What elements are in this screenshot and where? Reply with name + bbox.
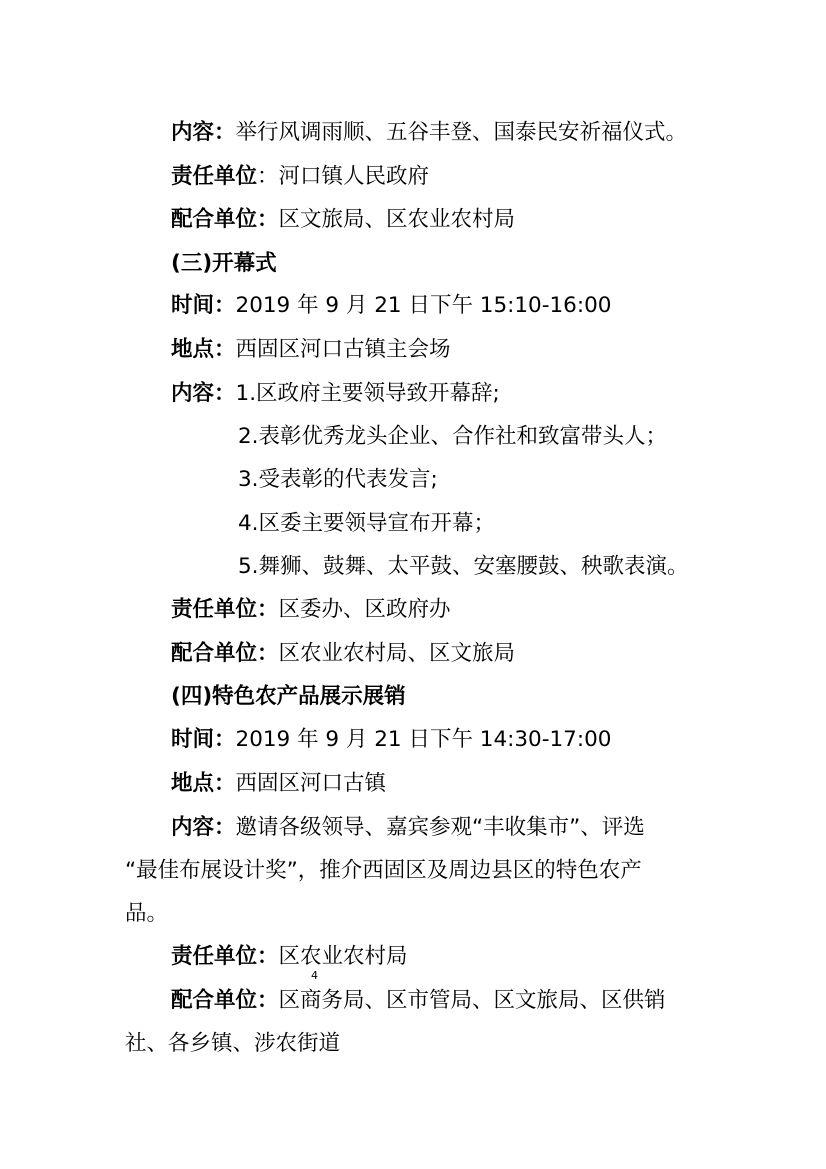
list-item: 1.区政府主要领导致开幕辞; bbox=[235, 381, 500, 406]
responsible-unit-text: 区农业农村局 bbox=[278, 944, 408, 969]
cooperating-unit-text-continued: 社、各乡镇、涉农街道 bbox=[125, 1031, 341, 1056]
cooperating-unit-text: 区商务局、区市管局、区文旅局、区供销 bbox=[278, 988, 666, 1013]
place-text: 西固区河口古镇 bbox=[235, 771, 387, 796]
list-item: 5.舞狮、鼓舞、太平鼓、安塞腰鼓、秧歌表演。 bbox=[238, 554, 689, 579]
content-label: 内容： bbox=[171, 815, 236, 840]
time-text: 2019 年 9 月 21 日下午 14:30-17:00 bbox=[235, 727, 612, 752]
cooperating-unit-label: 配合单位： bbox=[171, 988, 279, 1013]
responsible-unit-line bbox=[171, 595, 451, 625]
responsible-unit-line bbox=[171, 942, 408, 972]
list-item: 4.区委主要领导宣布开幕； bbox=[238, 511, 496, 536]
content-line bbox=[171, 813, 645, 843]
place-label: 地点： bbox=[171, 771, 236, 796]
responsible-unit-text: ：河口镇人民政府 bbox=[257, 164, 430, 189]
responsible-unit-label: 责任单位： bbox=[171, 944, 279, 969]
responsible-unit-label: 责任单位： bbox=[171, 597, 279, 622]
time-line bbox=[171, 725, 611, 755]
page-number: 4 bbox=[311, 969, 318, 982]
content-text: 举行风调雨顺、五谷丰登、国泰民安祈福仪式。 bbox=[235, 120, 688, 145]
cooperating-unit-label: 配合单位： bbox=[171, 207, 279, 232]
cooperating-unit-label: 配合单位： bbox=[171, 641, 279, 666]
cooperating-unit-line bbox=[171, 986, 666, 1016]
content-line bbox=[171, 379, 500, 409]
time-label: 时间： bbox=[171, 293, 236, 318]
content-text-continued: 品。 bbox=[125, 901, 169, 926]
list-item: 3.受表彰的代表发言; bbox=[238, 467, 438, 492]
responsible-unit-label: 责任单位 bbox=[171, 164, 258, 189]
time-label: 时间： bbox=[171, 727, 236, 752]
content-text-continued: “最佳布展设计奖”，推介西固区及周边县区的特色农产 bbox=[125, 858, 642, 883]
section-heading-opening-ceremony: (三)开幕式 bbox=[171, 251, 277, 276]
cooperating-unit-line bbox=[171, 639, 515, 669]
place-label: 地点： bbox=[171, 337, 236, 362]
list-item: 2.表彰优秀龙头企业、合作社和致富带头人； bbox=[238, 424, 668, 449]
cooperating-unit-text: 区农业农村局、区文旅局 bbox=[278, 641, 516, 666]
content-label: 内容： bbox=[171, 120, 236, 145]
content-text: 邀请各级领导、嘉宾参观“丰收集市”、评选 bbox=[235, 815, 645, 840]
place-line bbox=[171, 335, 451, 365]
content-line bbox=[171, 118, 687, 148]
responsible-unit-text: 区委办、区政府办 bbox=[278, 597, 451, 622]
place-text: 西固区河口古镇主会场 bbox=[235, 337, 451, 362]
section-heading-specialty-products: (四)特色农产品展示展销 bbox=[171, 684, 406, 709]
cooperating-unit-text: 区文旅局、区农业农村局 bbox=[278, 207, 516, 232]
cooperating-unit-line bbox=[171, 205, 515, 235]
time-text: 2019 年 9 月 21 日下午 15:10-16:00 bbox=[235, 293, 612, 318]
place-line bbox=[171, 769, 386, 799]
content-label: 内容： bbox=[171, 381, 236, 406]
time-line bbox=[171, 291, 611, 321]
responsible-unit-line bbox=[171, 162, 429, 192]
